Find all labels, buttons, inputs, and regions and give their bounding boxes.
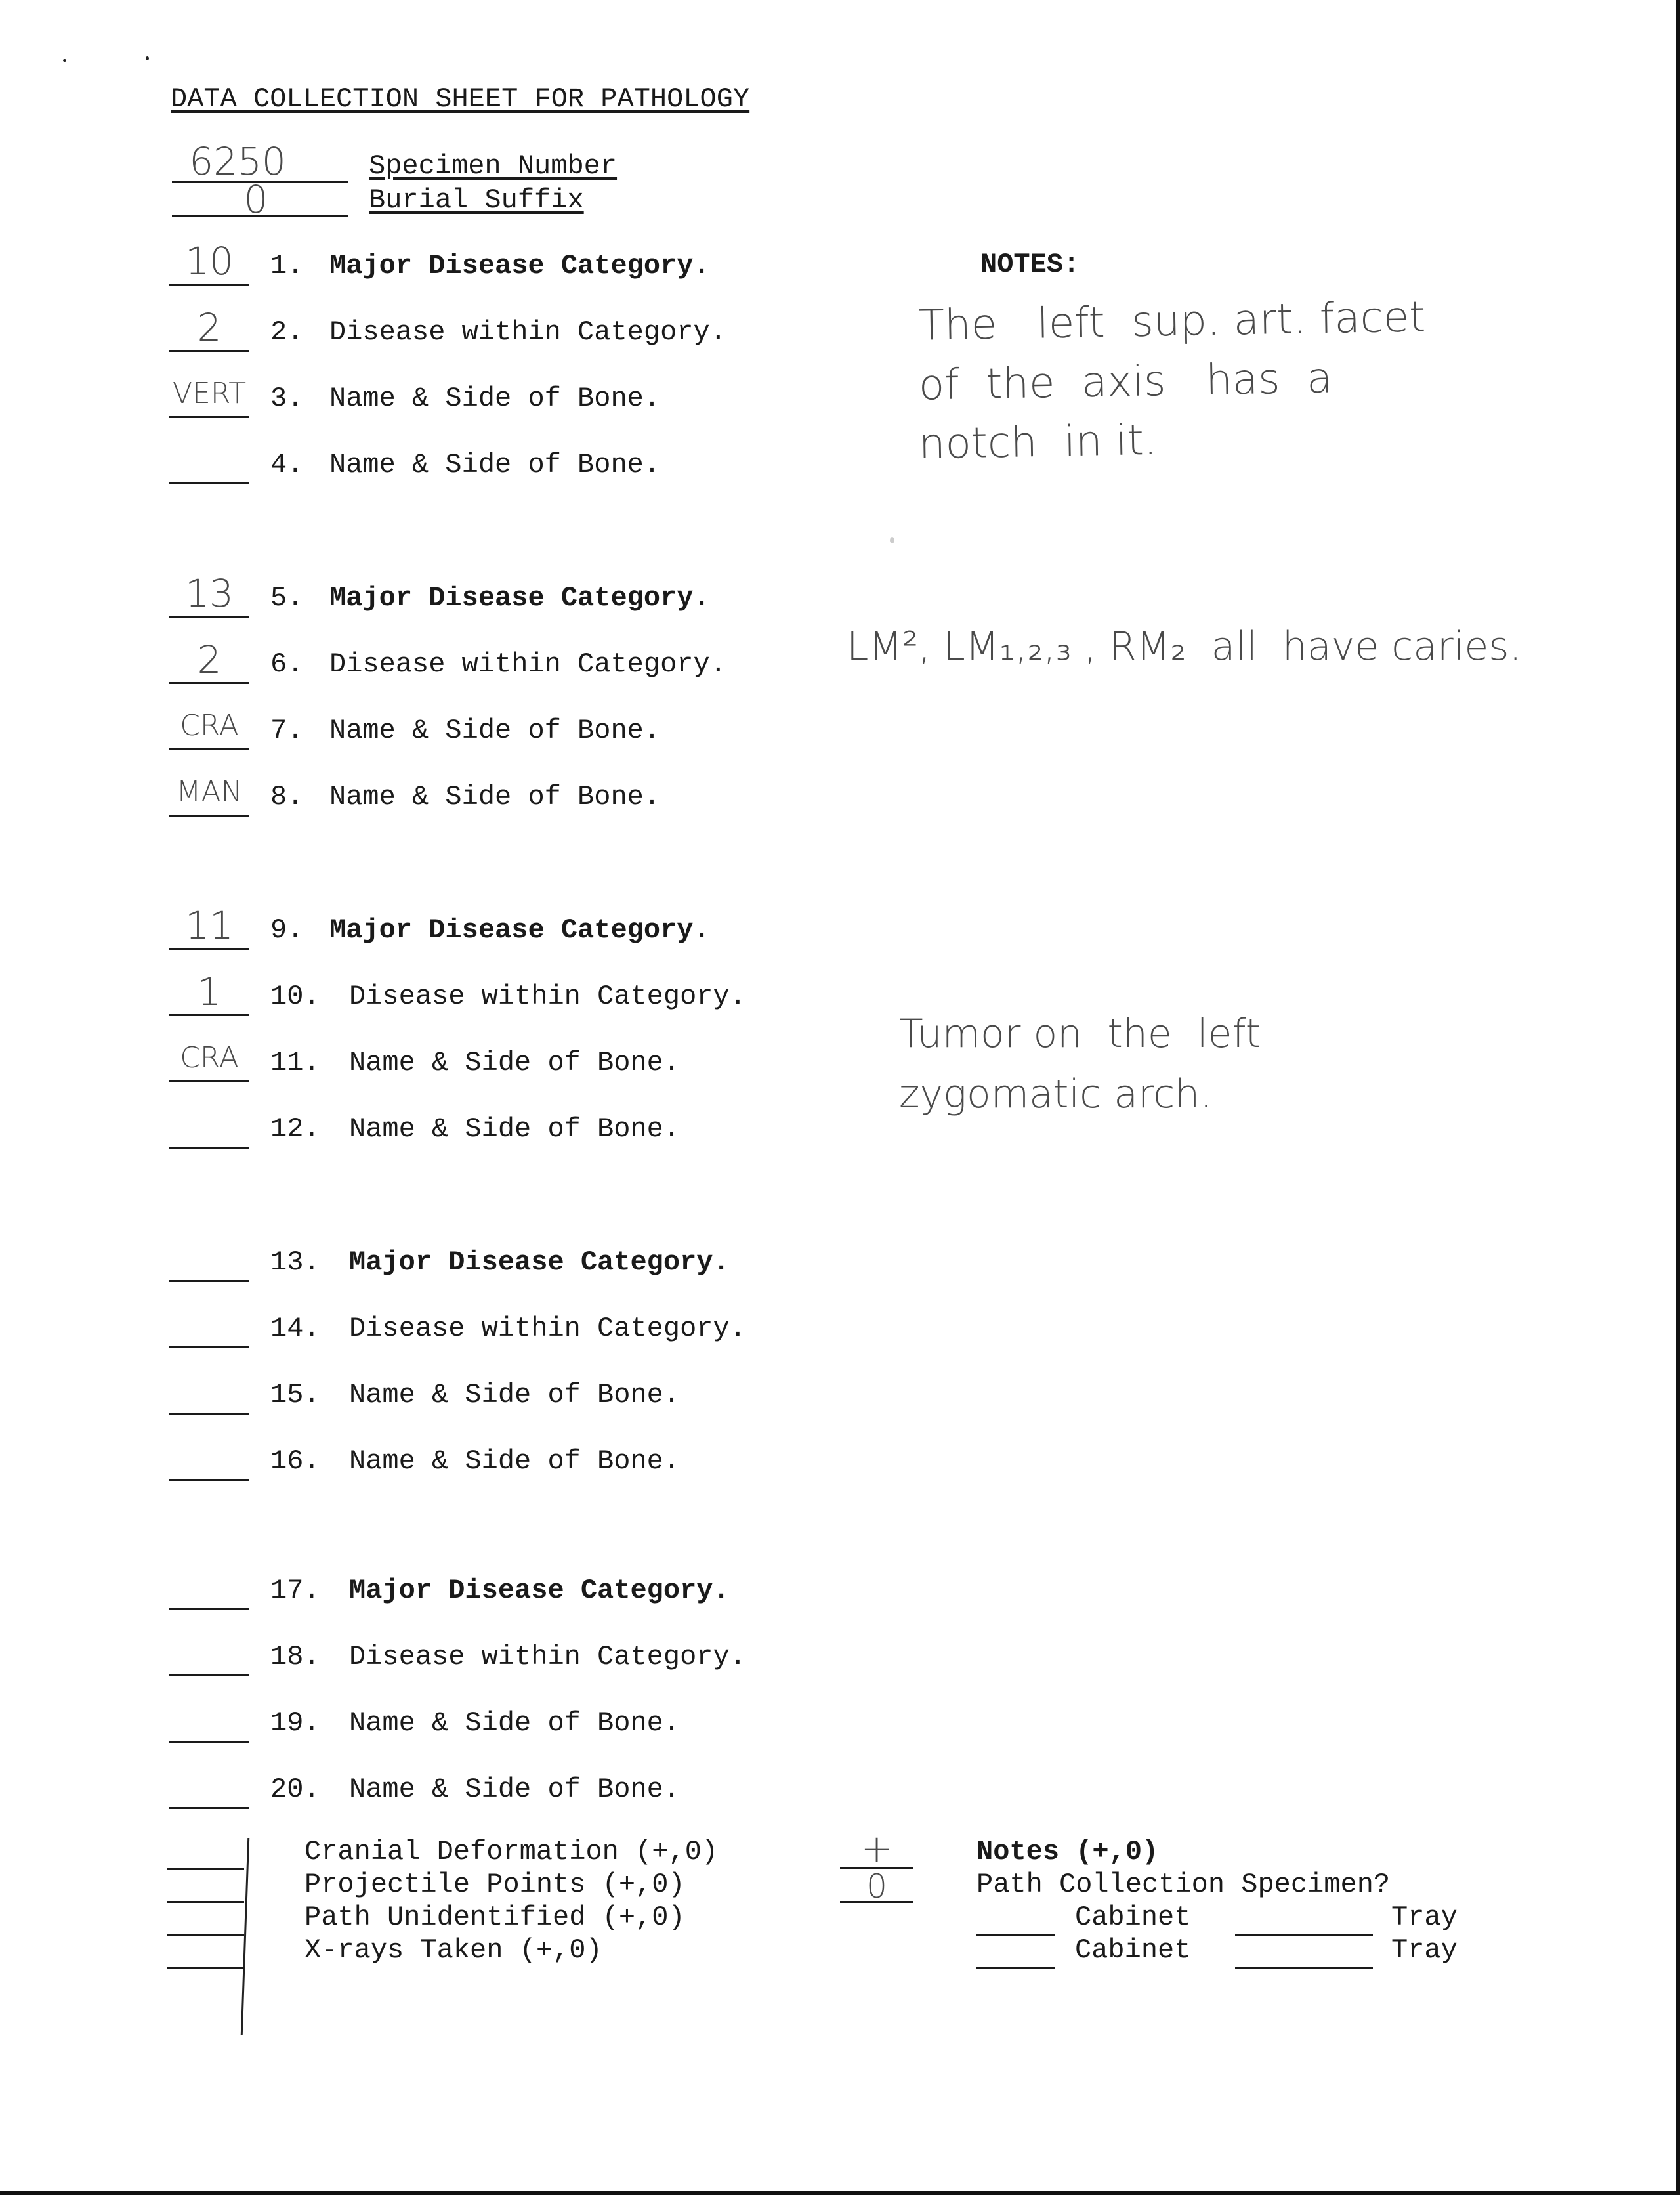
answer-blank[interactable] bbox=[169, 1741, 249, 1743]
question-label: Disease within Category. bbox=[329, 649, 726, 680]
question-label: Name & Side of Bone. bbox=[329, 449, 661, 480]
handwritten-note-line: LM², LM₁,₂,₃ , RM₂ all have caries. bbox=[847, 624, 1522, 670]
question-number: 15. bbox=[270, 1379, 320, 1411]
answer-value: 10 bbox=[185, 239, 234, 284]
scan-speck bbox=[890, 537, 894, 543]
answer-value: CRA bbox=[180, 709, 239, 742]
question-label: Major Disease Category. bbox=[349, 1247, 730, 1278]
answer-blank[interactable] bbox=[169, 948, 249, 950]
question-label: Name & Side of Bone. bbox=[349, 1113, 681, 1145]
checklist-label: Cranial Deformation (+,0) bbox=[304, 1836, 719, 1867]
answer-blank[interactable] bbox=[169, 616, 249, 618]
answer-value: 11 bbox=[185, 903, 234, 948]
answer-value: 1 bbox=[197, 970, 222, 1014]
notes-flag-label-text: Notes (+,0) bbox=[976, 1836, 1159, 1867]
checklist-blank[interactable] bbox=[167, 1967, 244, 1969]
answer-value: VERT bbox=[172, 377, 247, 410]
question-number: 5. bbox=[270, 582, 304, 614]
question-number: 6. bbox=[270, 649, 304, 680]
tray-2-blank bbox=[1235, 1967, 1373, 1969]
answer-blank[interactable] bbox=[169, 1280, 249, 1282]
tray-1-blank bbox=[1235, 1934, 1373, 1936]
scan-edge-right bbox=[1676, 0, 1680, 2195]
answer-blank[interactable] bbox=[169, 1080, 249, 1082]
answer-blank[interactable] bbox=[169, 1674, 249, 1676]
checklist-blank[interactable] bbox=[167, 1868, 244, 1870]
question-number: 12. bbox=[270, 1113, 320, 1145]
answer-blank[interactable] bbox=[169, 284, 249, 286]
question-number: 8. bbox=[270, 781, 304, 813]
question-label: Disease within Category. bbox=[349, 981, 746, 1012]
checklist-label: Projectile Points (+,0) bbox=[304, 1869, 685, 1900]
cabinet-2-blank bbox=[976, 1967, 1055, 1969]
specimen-number-label: Specimen Number bbox=[369, 150, 618, 182]
question-label: Name & Side of Bone. bbox=[329, 383, 661, 414]
question-number: 2. bbox=[270, 316, 304, 348]
question-label: Name & Side of Bone. bbox=[349, 1047, 681, 1078]
question-number: 11. bbox=[270, 1047, 320, 1078]
answer-blank[interactable] bbox=[169, 1479, 249, 1481]
question-number: 17. bbox=[270, 1575, 320, 1606]
handwritten-note-line: notch in it. bbox=[918, 416, 1158, 469]
answer-blank[interactable] bbox=[169, 1608, 249, 1610]
burial-suffix-value: 0 bbox=[243, 177, 268, 222]
specimen-number-value: 6250 bbox=[189, 139, 286, 184]
answer-blank[interactable] bbox=[169, 416, 249, 418]
answer-blank[interactable] bbox=[169, 350, 249, 352]
scan-speck bbox=[63, 59, 66, 62]
cabinet-1-blank bbox=[976, 1934, 1055, 1936]
question-label: Name & Side of Bone. bbox=[329, 781, 661, 813]
tray-2-label: Tray bbox=[1391, 1934, 1458, 1966]
cabinet-2-label: Cabinet bbox=[1075, 1934, 1191, 1966]
question-number: 10. bbox=[270, 981, 320, 1012]
checklist-label: X-rays Taken (+,0) bbox=[304, 1934, 602, 1966]
path-flag-value: 0 bbox=[866, 1867, 887, 1906]
question-label: Name & Side of Bone. bbox=[349, 1379, 681, 1411]
answer-blank[interactable] bbox=[169, 1413, 249, 1415]
answer-value: CRA bbox=[180, 1041, 239, 1075]
checklist-label: Path Unidentified (+,0) bbox=[304, 1902, 685, 1933]
answer-blank[interactable] bbox=[169, 482, 249, 484]
scan-speck bbox=[146, 56, 149, 60]
question-label: Name & Side of Bone. bbox=[349, 1707, 681, 1739]
checklist-bracket bbox=[241, 1838, 249, 2035]
answer-value: MAN bbox=[176, 775, 243, 809]
question-label: Name & Side of Bone. bbox=[329, 715, 661, 746]
question-label: Major Disease Category. bbox=[349, 1575, 730, 1606]
notes-heading: NOTES: bbox=[980, 249, 1080, 280]
answer-value: 2 bbox=[197, 637, 222, 682]
question-number: 3. bbox=[270, 383, 304, 414]
notes-flag-value: + bbox=[860, 1826, 893, 1871]
answer-blank[interactable] bbox=[169, 748, 249, 750]
question-label: Disease within Category. bbox=[349, 1313, 746, 1344]
answer-value: 2 bbox=[197, 305, 222, 350]
answer-blank[interactable] bbox=[169, 815, 249, 817]
answer-blank[interactable] bbox=[169, 1346, 249, 1348]
handwritten-note-line: zygomatic arch. bbox=[899, 1071, 1213, 1117]
path-collection-label: Path Collection Specimen? bbox=[976, 1869, 1391, 1900]
question-number: 1. bbox=[270, 250, 304, 282]
handwritten-note-line: The left sup. art. facet bbox=[918, 293, 1426, 351]
question-label: Name & Side of Bone. bbox=[349, 1445, 681, 1477]
question-label: Name & Side of Bone. bbox=[349, 1774, 681, 1805]
question-label: Disease within Category. bbox=[329, 316, 726, 348]
question-number: 20. bbox=[270, 1774, 320, 1805]
question-number: 9. bbox=[270, 914, 304, 946]
question-label: Major Disease Category. bbox=[329, 582, 710, 614]
answer-blank[interactable] bbox=[169, 1014, 249, 1016]
checklist-blank[interactable] bbox=[167, 1934, 244, 1936]
question-number: 18. bbox=[270, 1641, 320, 1673]
question-number: 4. bbox=[270, 449, 304, 480]
handwritten-note-line: of the axis has a bbox=[918, 354, 1333, 410]
question-label: Disease within Category. bbox=[349, 1641, 746, 1673]
answer-blank[interactable] bbox=[169, 1147, 249, 1149]
tray-1-label: Tray bbox=[1391, 1902, 1458, 1933]
question-number: 14. bbox=[270, 1313, 320, 1344]
scan-edge-bottom bbox=[0, 2191, 1680, 2195]
cabinet-1-label: Cabinet bbox=[1075, 1902, 1191, 1933]
answer-blank[interactable] bbox=[169, 682, 249, 684]
checklist-blank[interactable] bbox=[167, 1901, 244, 1903]
handwritten-note-line: Tumor on the left bbox=[899, 1011, 1261, 1057]
answer-blank[interactable] bbox=[169, 1807, 249, 1809]
question-number: 7. bbox=[270, 715, 304, 746]
question-label: Major Disease Category. bbox=[329, 250, 710, 282]
question-label: Major Disease Category. bbox=[329, 914, 710, 946]
question-number: 19. bbox=[270, 1707, 320, 1739]
notes-flag-label bbox=[976, 1835, 1158, 1868]
question-number: 13. bbox=[270, 1247, 320, 1278]
burial-suffix-label: Burial Suffix bbox=[369, 184, 584, 216]
page-title: DATA COLLECTION SHEET FOR PATHOLOGY bbox=[171, 83, 750, 115]
answer-value: 13 bbox=[185, 571, 234, 616]
question-number: 16. bbox=[270, 1445, 320, 1477]
